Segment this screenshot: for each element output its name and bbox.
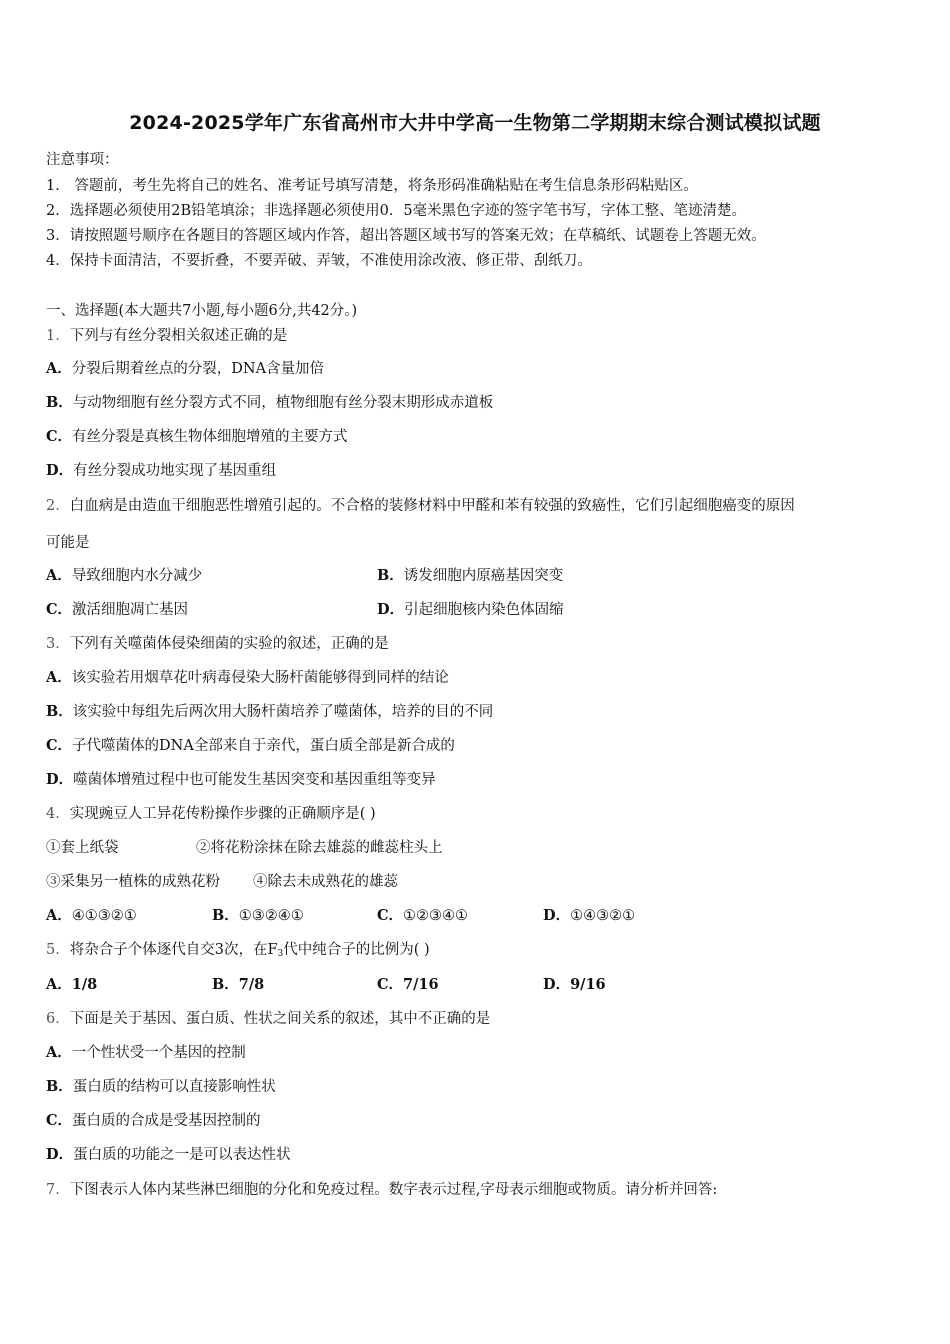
option-letter: C．	[46, 601, 73, 618]
question-2	[46, 496, 795, 516]
option-a[interactable]	[46, 359, 324, 379]
option-text: ①④③②①	[570, 908, 636, 924]
question-number: 6．	[46, 1011, 70, 1027]
option-letter: C．	[46, 737, 73, 754]
option-text: 有丝分裂成功地实现了基因重组	[73, 463, 277, 479]
option-letter: A．	[46, 907, 72, 924]
option-letter: D．	[377, 601, 405, 618]
option-text: 导致细胞内水分减少	[71, 568, 203, 584]
option-b[interactable]	[46, 393, 493, 413]
option-letter: D．	[543, 907, 571, 924]
question-number: 7．	[46, 1182, 70, 1198]
section-heading: 一、选择题(本大题共7小题,每小题6分,共42分。)	[46, 303, 358, 319]
option-text: 噬菌体增殖过程中也可能发生基因突变和基因重组等变异	[73, 772, 436, 788]
option-text: 9/16	[570, 976, 606, 993]
question-number: 5．	[46, 942, 70, 958]
option-a[interactable]	[46, 975, 97, 995]
option-text: 该实验若用烟草花叶病毒侵染大肠杆菌能够得到同样的结论	[71, 670, 449, 686]
option-letter: B．	[46, 703, 73, 720]
option-letter: A．	[46, 567, 72, 584]
option-b[interactable]	[212, 975, 264, 995]
option-letter: A．	[46, 669, 72, 686]
option-b[interactable]	[377, 566, 563, 586]
option-letter: C．	[46, 1112, 73, 1129]
option-b[interactable]	[46, 1077, 276, 1097]
option-text: 子代噬菌体的DNA全部来自于亲代，蛋白质全部是新合成的	[72, 738, 455, 754]
option-d[interactable]	[46, 461, 276, 481]
option-text: 有丝分裂是真核生物体细胞增殖的主要方式	[72, 429, 348, 445]
option-letter: A．	[46, 1044, 72, 1061]
option-letter: B．	[212, 907, 239, 924]
option-c[interactable]	[377, 975, 439, 995]
question-4	[46, 804, 376, 824]
option-text: 7/8	[238, 976, 265, 993]
option-c[interactable]	[46, 427, 348, 447]
step-item: ④除去未成熟花的雄蕊	[253, 874, 398, 890]
question-number: 1．	[46, 328, 70, 344]
subscript: 3	[277, 949, 284, 959]
option-text: 一个性状受一个基因的控制	[71, 1045, 246, 1061]
option-a[interactable]	[46, 1043, 246, 1063]
notice-item: 4．保持卡面清洁，不要折叠，不要弄破、弄皱，不准使用涂改液、修正带、刮纸刀。	[46, 253, 592, 269]
option-letter: B．	[212, 976, 239, 993]
question-stem: 将杂合子个体逐代自交3次，在F	[69, 942, 278, 958]
option-text: 蛋白质的功能之一是可以表达性状	[73, 1147, 291, 1163]
option-letter: C．	[377, 976, 404, 993]
option-text: ④①③②①	[71, 908, 137, 924]
option-b[interactable]	[212, 906, 304, 926]
question-stem: 下列与有丝分裂相关叙述正确的是	[69, 328, 288, 344]
option-text: 与动物细胞有丝分裂方式不同，植物细胞有丝分裂末期形成赤道板	[72, 395, 494, 411]
option-text: 分裂后期着丝点的分裂，DNA含量加倍	[71, 361, 325, 377]
option-text: 7/16	[403, 976, 439, 993]
option-letter: C．	[377, 907, 404, 924]
option-a[interactable]	[46, 906, 137, 926]
question-number: 2．	[46, 498, 70, 514]
option-a[interactable]	[46, 566, 202, 586]
option-d[interactable]	[543, 906, 635, 926]
question-number: 3．	[46, 636, 70, 652]
option-text: 诱发细胞内原癌基因突变	[403, 568, 564, 584]
step-item: ①套上纸袋	[46, 840, 119, 856]
option-d[interactable]	[46, 770, 436, 790]
option-c[interactable]	[46, 736, 455, 756]
question-7	[46, 1180, 717, 1200]
step-item: ③采集另一植株的成熟花粉	[46, 874, 220, 890]
notice-heading: 注意事项：	[46, 152, 119, 168]
option-text: 引起细胞核内染色体固缩	[404, 602, 564, 618]
option-c[interactable]	[46, 1111, 261, 1131]
option-a[interactable]	[46, 668, 449, 688]
notice-item: 2．选择题必须使用2B铅笔填涂；非选择题必须使用0．5毫米黑色字迹的签字笔书写，字体工整、笔迹清楚。	[46, 203, 747, 219]
option-b[interactable]	[46, 702, 493, 722]
question-6	[46, 1009, 490, 1029]
option-letter: A．	[46, 360, 72, 377]
option-d[interactable]	[46, 1145, 291, 1165]
option-letter: B．	[46, 1078, 73, 1095]
option-text: 1/8	[71, 976, 98, 993]
option-letter: B．	[377, 567, 404, 584]
option-c[interactable]	[46, 600, 188, 620]
question-stem: 代中纯合子的比例为( )	[283, 942, 430, 958]
option-letter: A．	[46, 976, 72, 993]
question-stem: 实现豌豆人工异花传粉操作步骤的正确顺序是( )	[69, 806, 376, 822]
notice-item: 1． 答题前，考生先将自己的姓名、准考证号填写清楚，将条形码准确粘贴在考生信息条形码粘贴区。	[46, 178, 698, 194]
option-letter: B．	[46, 394, 73, 411]
question-3	[46, 634, 389, 654]
notice-item: 3．请按照题号顺序在各题目的答题区域内作答，超出答题区域书写的答案无效；在草稿纸、试题卷上答题无效。	[46, 228, 766, 244]
question-stem: 下图表示人体内某些淋巴细胞的分化和免疫过程。数字表示过程,字母表示细胞或物质。请分析并回答:	[69, 1182, 718, 1198]
step-item: ②将花粉涂抹在除去雄蕊的雌蕊柱头上	[196, 840, 443, 856]
option-letter: D．	[46, 771, 74, 788]
option-d[interactable]	[377, 600, 564, 620]
option-text: 蛋白质的结构可以直接影响性状	[72, 1079, 276, 1095]
option-text: ①②③④①	[403, 908, 469, 924]
option-c[interactable]	[377, 906, 468, 926]
question-stem: 下面是关于基因、蛋白质、性状之间关系的叙述，其中不正确的是	[69, 1011, 491, 1027]
question-stem: 白血病是由造血干细胞恶性增殖引起的。不合格的装修材料中甲醛和苯有较强的致癌性，它们引起细胞癌变的原因	[69, 498, 795, 514]
option-d[interactable]	[543, 975, 606, 995]
option-letter: C．	[46, 428, 73, 445]
page-title: 2024-2025学年广东省高州市大井中学高一生物第二学期期末综合测试模拟试题	[129, 112, 821, 134]
option-text: 该实验中每组先后两次用大肠杆菌培养了噬菌体，培养的目的不同	[72, 704, 494, 720]
option-letter: D．	[46, 462, 74, 479]
option-text: ①③②④①	[238, 908, 304, 924]
question-stem-cont: 可能是	[46, 535, 90, 551]
option-letter: D．	[543, 976, 571, 993]
question-1	[46, 326, 287, 346]
question-stem: 下列有关噬菌体侵染细菌的实验的叙述，正确的是	[69, 636, 389, 652]
question-5	[46, 940, 430, 960]
option-letter: D．	[46, 1146, 74, 1163]
question-number: 4．	[46, 806, 70, 822]
option-text: 激活细胞凋亡基因	[72, 602, 189, 618]
option-text: 蛋白质的合成是受基因控制的	[72, 1113, 261, 1129]
